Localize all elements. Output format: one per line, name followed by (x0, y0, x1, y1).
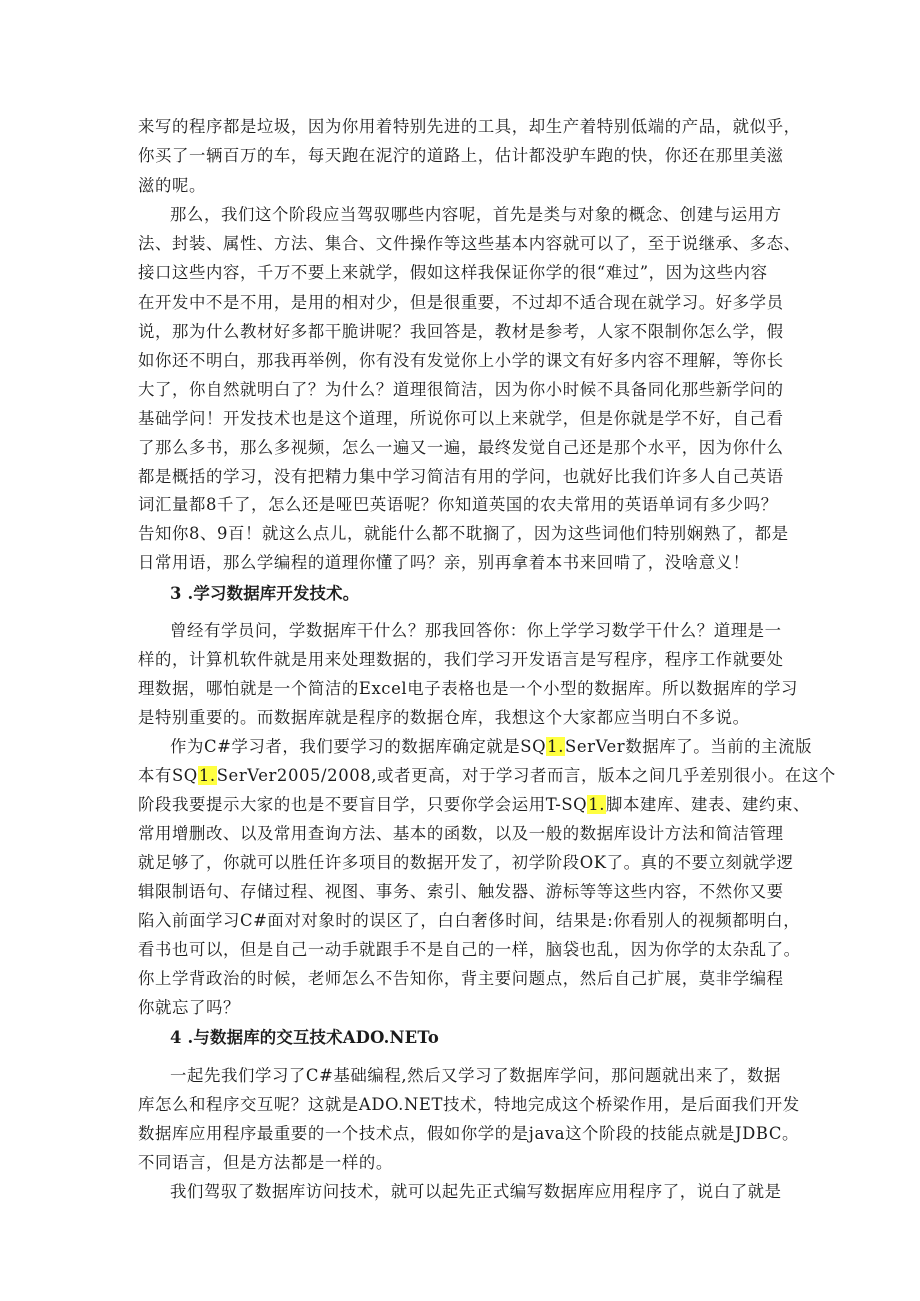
text-line: 日常用语，那么学编程的道理你懂了吗？亲，别再拿着本书来回啃了，没啥意义！ (138, 553, 750, 572)
text-run: 阶段我要提示大家的也是不要盲目学，只要你学会运用T-SQ (138, 795, 588, 814)
text-run: 作为C#学习者，我们要学习的数据库确定就是SQ (170, 737, 547, 756)
highlighted-text: 1. (198, 766, 216, 785)
text-line: 是特别重要的。而数据库就是程序的数据仓库，我想这个大家都应当明白不多说。 (138, 708, 750, 727)
text-line: 辑限制语句、存储过程、视图、事务、索引、触发器、游标等等这些内容，不然你又要 (138, 882, 784, 901)
text-line: 滋的呢。 (138, 176, 206, 195)
text-line: 你上学背政治的时候，老师怎么不告知你，背主要问题点，然后自己扩展，莫非学编程 (138, 969, 784, 988)
text-line (138, 794, 810, 816)
section-heading-3: 3 .学习数据库开发技术。 (170, 584, 360, 603)
text-run: SerVer2005/2008,或者更高，对于学习者而言，版本之间几乎差别很小。在这个 (216, 766, 836, 785)
text-line: 就足够了，你就可以胜任许多项目的数据开发了，初学阶段OK了。真的不要立刻就学逻 (138, 853, 794, 872)
text-line: 我们驾驭了数据库访问技术，就可以起先正式编写数据库应用程序了，说白了就是 (170, 1182, 782, 1201)
text-line: 陷入前面学习C#面对对象时的误区了，白白奢侈时间，结果是:你看别人的视频都明白， (138, 911, 801, 930)
text-run: 本有SQ (138, 766, 198, 785)
text-line: 那么，我们这个阶段应当驾驭哪些内容呢，首先是类与对象的概念、创建与运用方 (170, 205, 782, 224)
text-line (170, 736, 812, 758)
text-line: 一起先我们学习了C#基础编程,然后又学习了数据库学问，那问题就出来了，数据 (170, 1066, 781, 1085)
text-run: SerVer数据库了。当前的主流版 (565, 737, 813, 756)
text-line: 如你还不明白，那我再举例，你有没有发觉你上小学的课文有好多内容不理解，等你长 (138, 351, 784, 370)
text-line: 数据库应用程序最重要的一个技术点，假如你学的是java这个阶段的技能点就是JDBC。 (138, 1124, 799, 1143)
text-line: 不同语言，但是方法都是一样的。 (138, 1153, 393, 1172)
text-line: 大了，你自然就明白了？为什么？道理很简洁，因为你小时候不具备同化那些新学问的 (138, 380, 784, 399)
text-line: 法、封装、属性、方法、集合、文件操作等这些基本内容就可以了，至于说继承、多态、 (138, 234, 801, 253)
text-line: 词汇量都8千了，怎么还是哑巴英语呢？你知道英国的农夫常用的英语单词有多少吗？ (138, 495, 778, 514)
text-line: 看书也可以，但是自己一动手就跟手不是自己的一样，脑袋也乱，因为你学的太杂乱了。 (138, 940, 801, 959)
text-line: 接口这些内容，千万不要上来就学，假如这样我保证你学的很“难过”，因为这些内容 (138, 263, 768, 282)
text-line: 你买了一辆百万的车，每天跑在泥泞的道路上，估计都没驴车跑的快，你还在那里美滋 (138, 146, 784, 165)
highlighted-text: 1. (588, 795, 606, 814)
text-line (138, 765, 836, 787)
text-line: 来写的程序都是垃圾，因为你用着特别先进的工具，却生产着特别低端的产品，就似乎， (138, 117, 801, 136)
text-line: 基础学问！开发技术也是这个道理，所说你可以上来就学，但是你就是学不好，自己看 (138, 409, 784, 428)
text-line: 告知你8、9百！就这么点儿，就能什么都不耽搁了，因为这些词他们特别娴熟了，都是 (138, 524, 789, 543)
text-line: 说，那为什么教材好多都干脆讲呢？我回答是，教材是参考，人家不限制你怎么学，假 (138, 322, 784, 341)
text-line: 曾经有学员问，学数据库干什么？那我回答你：你上学学习数学干什么？道理是一 (170, 621, 782, 640)
text-line: 库怎么和程序交互呢？这就是ADO.NET技术，特地完成这个桥梁作用，是后面我们开发 (138, 1095, 800, 1114)
text-line: 你就忘了吗？ (138, 998, 240, 1017)
text-line: 样的，计算机软件就是用来处理数据的，我们学习开发语言是写程序，程序工作就要处 (138, 650, 784, 669)
section-heading-4: 4 .与数据库的交互技术ADO.NETo (170, 1028, 440, 1047)
text-line: 在开发中不是不用，是用的相对少，但是很重要，不过却不适合现在就学习。好多学员 (138, 293, 784, 312)
highlighted-text: 1. (547, 737, 565, 756)
text-line: 了那么多书，那么多视频，怎么一遍又一遍，最终发觉自己还是那个水平，因为你什么 (138, 438, 784, 457)
text-run: 脚本建库、建表、建约束、 (606, 795, 810, 814)
text-line: 常用增删改、以及常用查询方法、基本的函数，以及一般的数据库设计方法和简洁管理 (138, 824, 784, 843)
text-line: 理数据，哪怕就是一个简洁的Excel电子表格也是一个小型的数据库。所以数据库的学习 (138, 679, 798, 698)
text-line: 都是概括的学习，没有把精力集中学习简洁有用的学问，也就好比我们许多人自己英语 (138, 467, 784, 486)
